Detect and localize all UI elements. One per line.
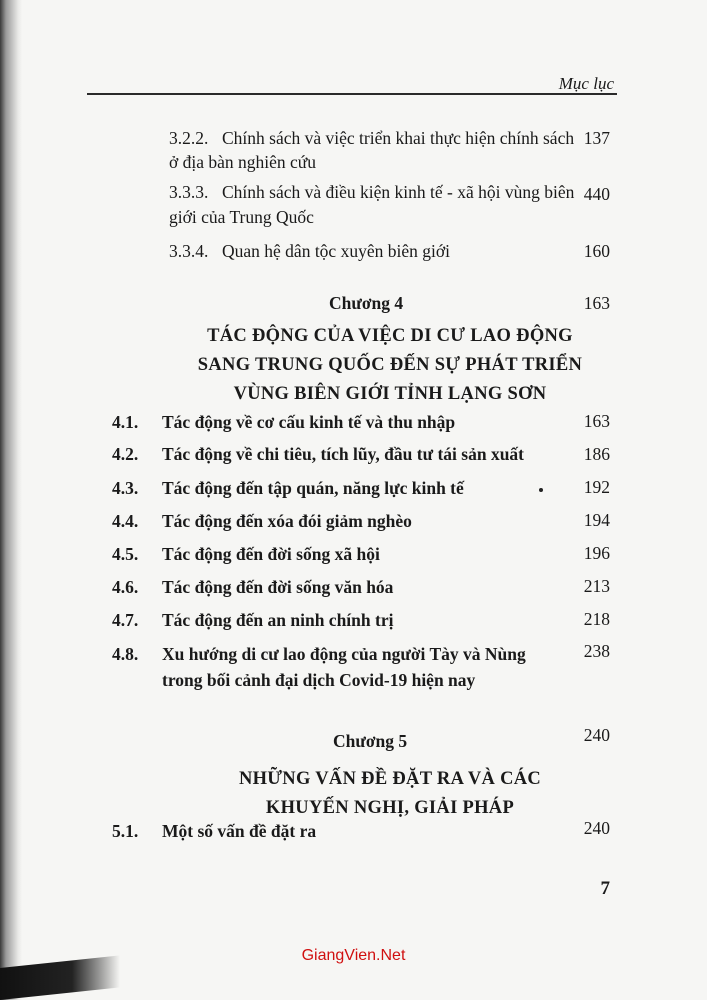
entry-title: Quan hệ dân tộc xuyên biên giới [222, 241, 450, 261]
entry-title-cont: ở địa bàn nghiên cứu [169, 152, 317, 172]
entry-title: Tác động về chi tiêu, tích lũy, đầu tư tái sản xuất [162, 444, 525, 464]
chapter-5-title [110, 765, 670, 823]
entry-number: 5.1. [112, 821, 139, 841]
page-number: 238 [583, 641, 610, 661]
page-number: 163 [583, 411, 610, 431]
watermark: GiangVien.Net [301, 947, 406, 964]
entry-title: Tác động đến đời sống xã hội [162, 544, 380, 564]
entry-number: 4.7. [112, 610, 139, 630]
chapter-4-title [110, 322, 670, 409]
page-number: 240 [583, 818, 610, 838]
chapter-5-label: Chương 5 [333, 731, 408, 751]
entry-number: 4.5. [112, 544, 139, 564]
entry-number: 4.6. [112, 577, 139, 597]
entry-title: Tác động về cơ cấu kinh tế và thu nhập [162, 412, 456, 432]
entry-number: 3.3.3. [169, 182, 209, 202]
chapter-5-title-line: NHỮNG VẤN ĐỀ ĐẶT RA VÀ CÁC [238, 769, 542, 789]
entry-title-cont: trong bối cảnh đại dịch Covid-19 hiện nay [162, 670, 476, 690]
page-binding-shadow [0, 0, 22, 1000]
entry-number: 3.3.4. [169, 241, 209, 261]
entry-title: Tác động đến đời sống văn hóa [162, 577, 394, 597]
chapter-4-title-line: SANG TRUNG QUỐC ĐẾN SỰ PHÁT TRIỂN [197, 355, 583, 375]
entry-title: Chính sách và việc triển khai thực hiện chính sách [222, 128, 575, 148]
chapter-5-page: 240 [583, 725, 610, 745]
running-head: Mục lục [558, 74, 614, 93]
page-number: 186 [583, 444, 610, 464]
entry-number: 4.3. [112, 478, 139, 498]
toc-entry-3-3-3-cont [169, 203, 314, 232]
entry-number: 4.4. [112, 511, 139, 531]
chapter-4-title-line: VÙNG BIÊN GIỚI TỈNH LẠNG SƠN [233, 384, 547, 404]
folio-page-number: 7 [600, 878, 610, 899]
page-number: 440 [583, 184, 610, 204]
page-number: 160 [583, 241, 610, 261]
page-number: 213 [583, 576, 610, 596]
page-number: 194 [583, 510, 610, 530]
page-number: 137 [583, 128, 610, 148]
chapter-4-label: Chương 4 [329, 293, 404, 313]
entry-title: Tác động đến tập quán, năng lực kinh tế [162, 478, 464, 498]
page-number: 218 [583, 609, 610, 629]
entry-number: 3.2.2. [169, 128, 209, 148]
toc-entry-4-8-cont [162, 666, 475, 695]
entry-title-cont: giới của Trung Quốc [169, 207, 314, 227]
entry-title: Tác động đến xóa đói giảm nghèo [162, 511, 412, 531]
entry-title: Chính sách và điều kiện kinh tế - xã hội vùng biên [222, 182, 575, 202]
toc-entry-3-2-2-cont [169, 148, 316, 177]
page-number: 192 [583, 477, 610, 497]
print-speck [539, 488, 543, 492]
entry-title: Tác động đến an ninh chính trị [162, 610, 394, 630]
chapter-4-page: 163 [583, 293, 610, 313]
chapter-5-title-line: KHUYẾN NGHỊ, GIẢI PHÁP [265, 798, 515, 818]
entry-title: Xu hướng di cư lao động của người Tày và Nùng [162, 644, 526, 664]
header-rule [87, 93, 617, 95]
entry-title: Một số vấn đề đặt ra [162, 821, 317, 841]
entry-number: 4.1. [112, 412, 139, 432]
entry-number: 4.2. [112, 444, 139, 464]
entry-number: 4.8. [112, 644, 139, 664]
page-number: 196 [583, 543, 610, 563]
chapter-4-title-line: TÁC ĐỘNG CỦA VIỆC DI CƯ LAO ĐỘNG [207, 326, 573, 346]
